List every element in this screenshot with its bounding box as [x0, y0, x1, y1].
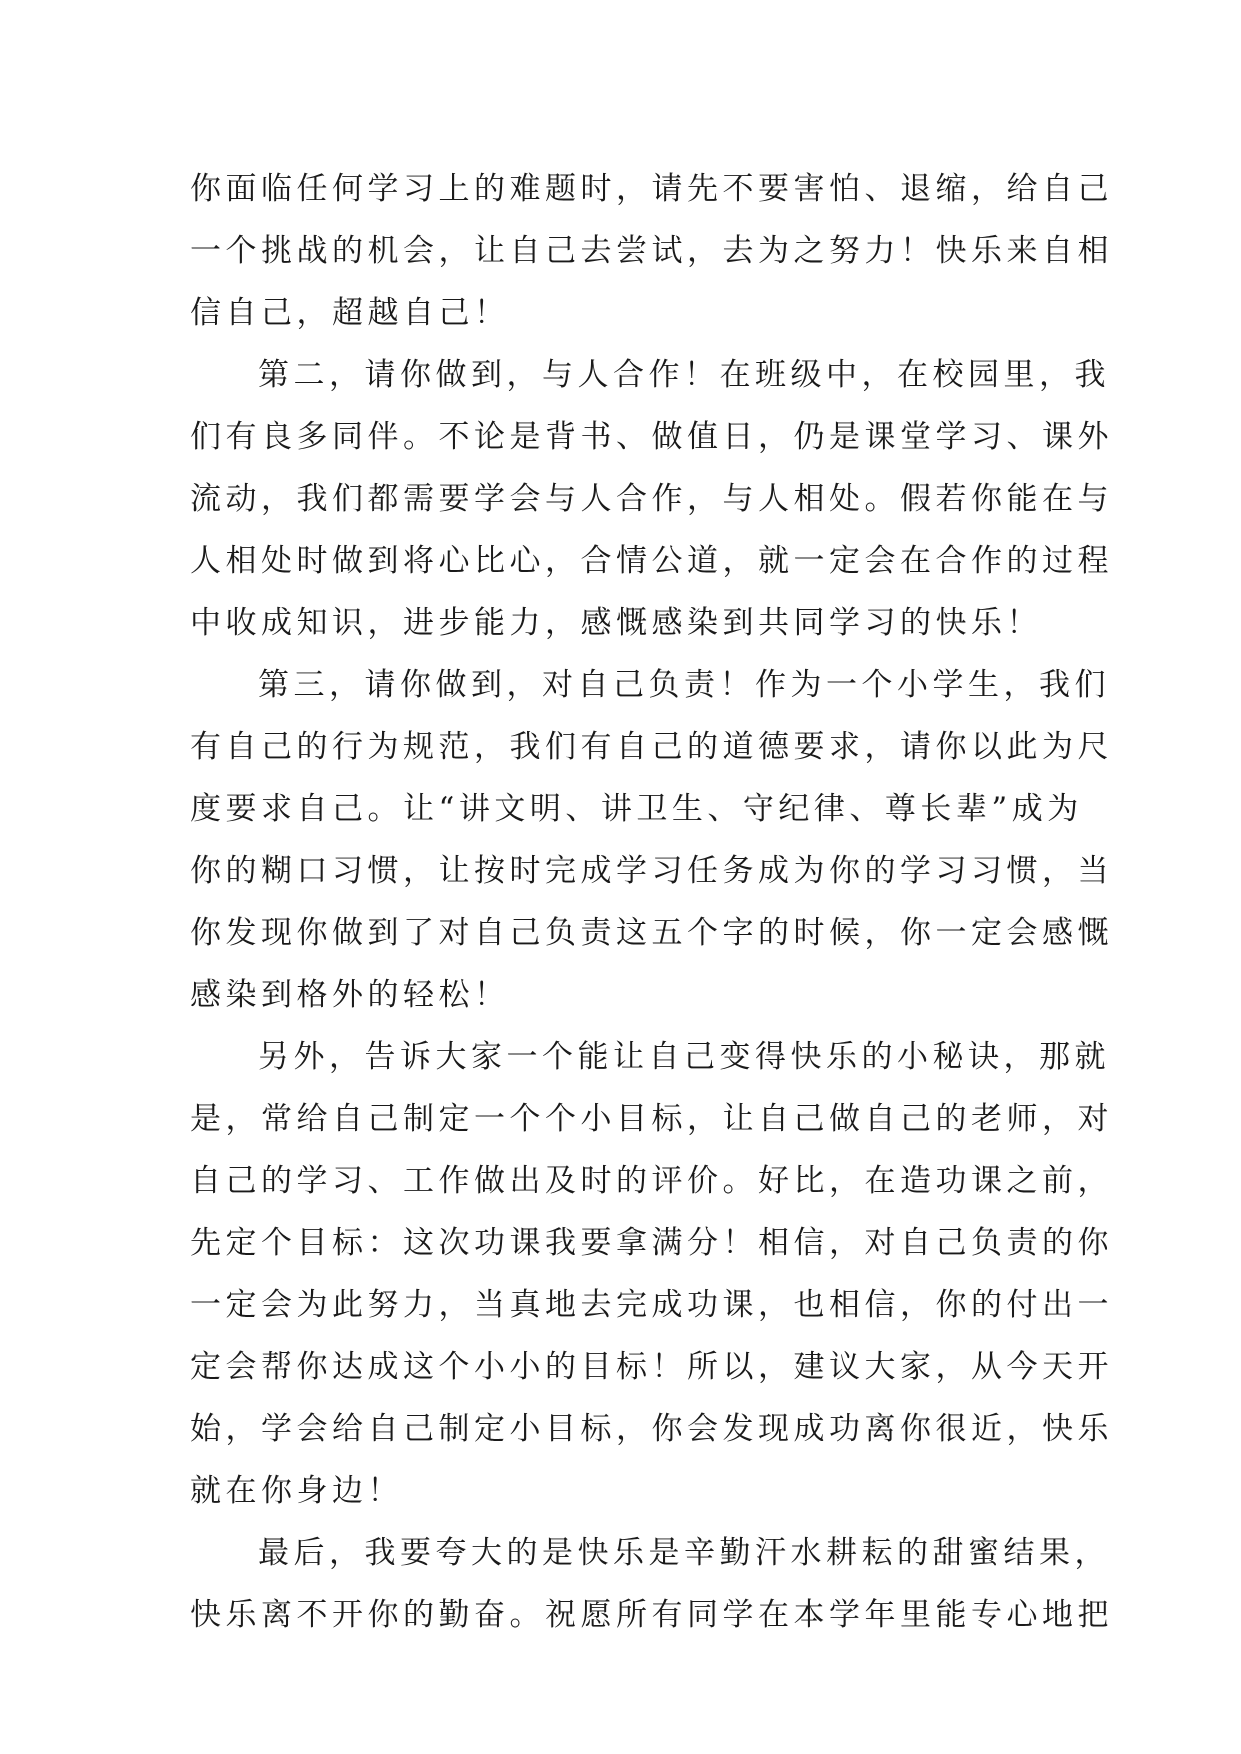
- text-line: 就在你身边！: [190, 1473, 403, 1509]
- text-line: 感染到格外的轻松！: [190, 977, 510, 1013]
- text-line: 一定会为此努力，当真地去完成功课，也相信，你的付出一: [190, 1287, 1113, 1323]
- text-line: 一个挑战的机会，让自己去尝试，去为之努力！快乐来自相: [190, 233, 1113, 269]
- text-line: 定会帮你达成这个小小的目标！所以，建议大家，从今天开: [190, 1349, 1113, 1385]
- text-line: 你面临任何学习上的难题时，请先不要害怕、退缩，给自己: [190, 171, 1113, 207]
- paragraph-start-line: 另外，告诉大家一个能让自己变得快乐的小秘诀，那就: [258, 1039, 1110, 1075]
- text-line: 快乐离不开你的勤奋。祝愿所有同学在本学年里能专心地把: [190, 1597, 1113, 1633]
- paragraph-start-line: 最后，我要夸大的是快乐是辛勤汗水耕耘的甜蜜结果，: [258, 1535, 1110, 1571]
- text-line: 始，学会给自己制定小目标，你会发现成功离你很近，快乐: [190, 1411, 1113, 1447]
- text-line: 先定个目标：这次功课我要拿满分！相信，对自己负责的你: [190, 1225, 1113, 1261]
- text-line: 们有良多同伴。不论是背书、做值日，仍是课堂学习、课外: [190, 419, 1113, 455]
- text-line: 信自己，超越自己！: [190, 295, 510, 331]
- text-line: 有自己的行为规范，我们有自己的道德要求，请你以此为尺: [190, 729, 1113, 765]
- text-line: 自己的学习、工作做出及时的评价。好比，在造功课之前，: [190, 1163, 1113, 1199]
- text-line: 你的糊口习惯，让按时完成学习任务成为你的学习习惯，当: [190, 853, 1113, 889]
- paragraph-start-line: 第二，请你做到，与人合作！在班级中，在校园里，我: [258, 357, 1110, 393]
- text-line: 你发现你做到了对自己负责这五个字的时候，你一定会感慨: [190, 915, 1113, 951]
- text-line: 流动，我们都需要学会与人合作，与人相处。假若你能在与: [190, 481, 1113, 517]
- text-line: 人相处时做到将心比心，合情公道，就一定会在合作的过程: [190, 543, 1113, 579]
- paragraph-start-line: 第三，请你做到，对自己负责！作为一个小学生，我们: [258, 667, 1110, 703]
- text-line: 中收成知识，进步能力，感慨感染到共同学习的快乐！: [190, 605, 1042, 641]
- text-line: 度要求自己。让“讲文明、讲卫生、守纪律、尊长辈”成为: [190, 791, 1083, 827]
- body-text: [190, 158, 1113, 1646]
- text-line: 是，常给自己制定一个个小目标，让自己做自己的老师，对: [190, 1101, 1113, 1137]
